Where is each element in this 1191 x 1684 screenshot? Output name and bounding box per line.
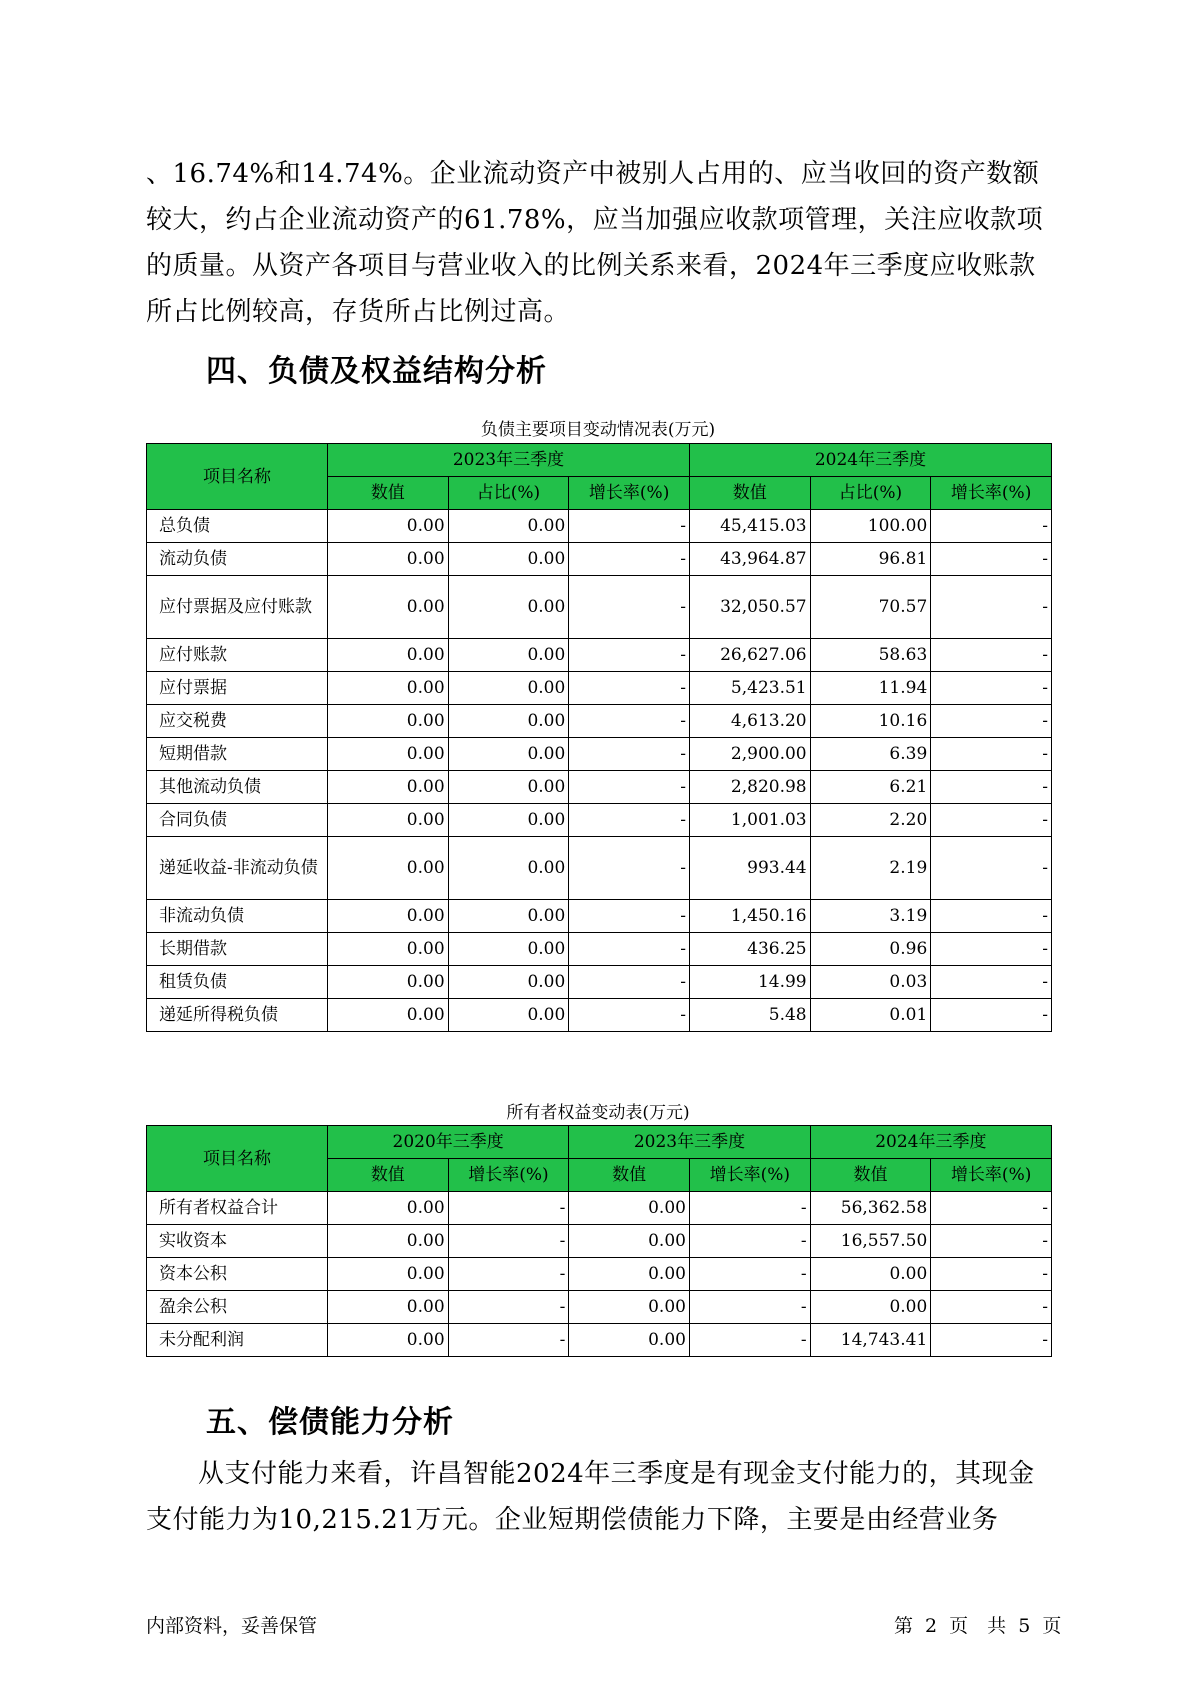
- table-row: [147, 900, 1052, 933]
- period-header: 2023年三季度: [327, 444, 689, 477]
- value-cell: -: [931, 1225, 1052, 1258]
- period-header: 2024年三季度: [689, 444, 1051, 477]
- value-cell: 0.00: [448, 999, 569, 1032]
- value-column-header: 数值: [569, 1159, 690, 1192]
- value-cell: -: [689, 1225, 810, 1258]
- value-cell: -: [569, 966, 690, 999]
- share-column-header: 占比(%): [448, 477, 569, 510]
- value-cell: 0.00: [327, 1324, 448, 1357]
- value-cell: -: [931, 900, 1052, 933]
- value-cell: 6.21: [810, 771, 931, 804]
- value-cell: 45,415.03: [689, 510, 810, 543]
- solvency-paragraph: 从支付能力来看，许昌智能2024年三季度是有现金支付能力的，其现金支付能力为10,215.21万元。企业短期偿债能力下降，主要是由经营业务: [146, 1459, 1035, 1535]
- value-cell: 0.00: [569, 1192, 690, 1225]
- period-header: 2020年三季度: [327, 1126, 568, 1159]
- liabilities-table: [146, 443, 1052, 1032]
- value-cell: 0.00: [327, 837, 448, 900]
- growth-column-header: 增长率(%): [931, 477, 1052, 510]
- value-cell: 0.00: [327, 510, 448, 543]
- value-cell: -: [931, 576, 1052, 639]
- item-name-header: 项目名称: [147, 444, 328, 510]
- value-cell: -: [931, 966, 1052, 999]
- item-name-cell: 短期借款: [147, 738, 328, 771]
- value-cell: -: [448, 1258, 569, 1291]
- value-cell: 58.63: [810, 639, 931, 672]
- value-cell: -: [448, 1192, 569, 1225]
- value-cell: 96.81: [810, 543, 931, 576]
- value-cell: -: [448, 1225, 569, 1258]
- value-cell: -: [569, 639, 690, 672]
- item-name-cell: 实收资本: [147, 1225, 328, 1258]
- value-cell: 1,450.16: [689, 900, 810, 933]
- table-row: [147, 837, 1052, 900]
- period-header: 2024年三季度: [810, 1126, 1051, 1159]
- value-cell: -: [569, 837, 690, 900]
- value-cell: -: [931, 804, 1052, 837]
- item-name-cell: 长期借款: [147, 933, 328, 966]
- table-row: [147, 672, 1052, 705]
- value-cell: 0.01: [810, 999, 931, 1032]
- item-name-cell: 应付票据及应付账款: [147, 576, 328, 639]
- value-cell: 0.00: [448, 639, 569, 672]
- value-cell: 0.00: [327, 543, 448, 576]
- value-cell: 0.00: [327, 900, 448, 933]
- value-cell: 70.57: [810, 576, 931, 639]
- value-cell: -: [931, 543, 1052, 576]
- growth-column-header: 增长率(%): [448, 1159, 569, 1192]
- value-cell: 0.00: [327, 771, 448, 804]
- value-cell: 0.00: [327, 705, 448, 738]
- value-cell: -: [931, 1258, 1052, 1291]
- table-row: [147, 771, 1052, 804]
- value-cell: -: [689, 1258, 810, 1291]
- value-cell: 0.00: [327, 804, 448, 837]
- share-column-header: 占比(%): [810, 477, 931, 510]
- value-cell: -: [931, 738, 1052, 771]
- table-row: [147, 1258, 1052, 1291]
- value-cell: -: [448, 1324, 569, 1357]
- value-column-header: 数值: [327, 477, 448, 510]
- value-cell: 0.00: [448, 543, 569, 576]
- growth-column-header: 增长率(%): [689, 1159, 810, 1192]
- value-cell: 14,743.41: [810, 1324, 931, 1357]
- value-cell: -: [569, 705, 690, 738]
- item-name-cell: 其他流动负债: [147, 771, 328, 804]
- value-cell: 0.00: [327, 738, 448, 771]
- value-cell: 14.99: [689, 966, 810, 999]
- value-cell: -: [569, 933, 690, 966]
- item-name-cell: 流动负债: [147, 543, 328, 576]
- equity-table: [146, 1125, 1052, 1357]
- value-cell: 436.25: [689, 933, 810, 966]
- value-cell: 0.00: [327, 639, 448, 672]
- value-cell: 32,050.57: [689, 576, 810, 639]
- item-name-cell: 应交税费: [147, 705, 328, 738]
- value-cell: -: [931, 705, 1052, 738]
- value-cell: 0.00: [448, 933, 569, 966]
- item-name-cell: 递延收益-非流动负债: [147, 837, 328, 900]
- intro-paragraph: 、16.74%和14.74%。企业流动资产中被别人占用的、应当收回的资产数额较大，约占企业流动资产的61.78%，应当加强应收款项管理，关注应收款项的质量。从资产各项目与营业收入的比例关系来看，2024年三季度应收账款所占比例较高，存货所占比例过高。: [146, 159, 1044, 327]
- value-cell: 0.00: [448, 576, 569, 639]
- value-cell: -: [569, 543, 690, 576]
- table-row: [147, 705, 1052, 738]
- table-row: [147, 543, 1052, 576]
- item-name-cell: 应付账款: [147, 639, 328, 672]
- value-cell: 2,900.00: [689, 738, 810, 771]
- growth-column-header: 增长率(%): [931, 1159, 1052, 1192]
- value-cell: 3.19: [810, 900, 931, 933]
- value-cell: -: [689, 1192, 810, 1225]
- value-cell: 0.00: [448, 672, 569, 705]
- value-cell: 4,613.20: [689, 705, 810, 738]
- item-name-cell: 递延所得税负债: [147, 999, 328, 1032]
- value-cell: 56,362.58: [810, 1192, 931, 1225]
- value-cell: 5,423.51: [689, 672, 810, 705]
- value-cell: -: [931, 999, 1052, 1032]
- value-cell: 0.00: [448, 510, 569, 543]
- table-row: [147, 933, 1052, 966]
- value-cell: -: [569, 738, 690, 771]
- item-name-cell: 非流动负债: [147, 900, 328, 933]
- value-cell: 0.00: [810, 1258, 931, 1291]
- value-cell: -: [569, 771, 690, 804]
- table-row: [147, 1324, 1052, 1357]
- value-cell: -: [931, 933, 1052, 966]
- value-cell: 2.19: [810, 837, 931, 900]
- value-cell: 0.00: [569, 1258, 690, 1291]
- item-name-cell: 合同负债: [147, 804, 328, 837]
- item-name-cell: 所有者权益合计: [147, 1192, 328, 1225]
- footer-confidential-note: 内部资料，妥善保管: [146, 1615, 318, 1637]
- value-cell: 43,964.87: [689, 543, 810, 576]
- section-heading-solvency: 五、偿债能力分析: [206, 1405, 454, 1440]
- value-cell: -: [448, 1291, 569, 1324]
- value-cell: 0.03: [810, 966, 931, 999]
- period-header: 2023年三季度: [569, 1126, 810, 1159]
- value-cell: -: [569, 900, 690, 933]
- value-cell: -: [931, 1291, 1052, 1324]
- value-cell: -: [931, 639, 1052, 672]
- value-cell: -: [689, 1324, 810, 1357]
- value-cell: 0.00: [327, 672, 448, 705]
- value-cell: 1,001.03: [689, 804, 810, 837]
- value-column-header: 数值: [689, 477, 810, 510]
- table-row: [147, 1225, 1052, 1258]
- table-row: [147, 576, 1052, 639]
- value-cell: 2,820.98: [689, 771, 810, 804]
- table-row: [147, 999, 1052, 1032]
- value-cell: 0.00: [327, 1258, 448, 1291]
- value-cell: 0.00: [327, 1192, 448, 1225]
- value-cell: -: [931, 510, 1052, 543]
- table-row: [147, 1192, 1052, 1225]
- value-column-header: 数值: [327, 1159, 448, 1192]
- item-name-cell: 未分配利润: [147, 1324, 328, 1357]
- value-cell: -: [569, 576, 690, 639]
- page-number: 第 2 页 共 5 页: [894, 1615, 1062, 1637]
- value-cell: 0.00: [448, 771, 569, 804]
- value-cell: -: [931, 1324, 1052, 1357]
- value-cell: -: [931, 837, 1052, 900]
- value-cell: -: [569, 672, 690, 705]
- equity-table-caption: 所有者权益变动表(万元): [506, 1103, 690, 1123]
- value-cell: 0.00: [569, 1291, 690, 1324]
- value-cell: 0.00: [569, 1225, 690, 1258]
- table-row: [147, 510, 1052, 543]
- value-cell: 0.00: [810, 1291, 931, 1324]
- value-cell: 5.48: [689, 999, 810, 1032]
- value-cell: 0.00: [327, 999, 448, 1032]
- value-cell: 10.16: [810, 705, 931, 738]
- value-cell: -: [569, 510, 690, 543]
- value-cell: 0.00: [448, 738, 569, 771]
- value-cell: -: [931, 771, 1052, 804]
- value-cell: -: [931, 1192, 1052, 1225]
- value-cell: 0.00: [448, 900, 569, 933]
- value-cell: 0.00: [448, 804, 569, 837]
- value-cell: 0.00: [448, 705, 569, 738]
- table-row: [147, 1291, 1052, 1324]
- value-cell: 0.00: [327, 1291, 448, 1324]
- value-cell: 16,557.50: [810, 1225, 931, 1258]
- item-name-cell: 应付票据: [147, 672, 328, 705]
- liabilities-table-caption: 负债主要项目变动情况表(万元): [480, 420, 716, 440]
- value-cell: 993.44: [689, 837, 810, 900]
- table-row: [147, 639, 1052, 672]
- growth-column-header: 增长率(%): [569, 477, 690, 510]
- value-cell: -: [569, 804, 690, 837]
- value-cell: -: [569, 999, 690, 1032]
- value-cell: 0.00: [327, 576, 448, 639]
- value-cell: -: [931, 672, 1052, 705]
- table-row: [147, 738, 1052, 771]
- item-name-header: 项目名称: [147, 1126, 328, 1192]
- value-cell: 0.00: [327, 933, 448, 966]
- value-cell: 0.00: [448, 966, 569, 999]
- table-row: [147, 966, 1052, 999]
- value-cell: 0.00: [327, 966, 448, 999]
- value-cell: -: [689, 1291, 810, 1324]
- item-name-cell: 盈余公积: [147, 1291, 328, 1324]
- value-cell: 0.00: [327, 1225, 448, 1258]
- value-cell: 0.96: [810, 933, 931, 966]
- table-row: [147, 804, 1052, 837]
- value-cell: 6.39: [810, 738, 931, 771]
- value-cell: 0.00: [569, 1324, 690, 1357]
- value-cell: 11.94: [810, 672, 931, 705]
- value-cell: 2.20: [810, 804, 931, 837]
- value-cell: 26,627.06: [689, 639, 810, 672]
- item-name-cell: 资本公积: [147, 1258, 328, 1291]
- section-heading-liabilities-equity: 四、负债及权益结构分析: [206, 354, 547, 389]
- item-name-cell: 总负债: [147, 510, 328, 543]
- value-cell: 100.00: [810, 510, 931, 543]
- value-column-header: 数值: [810, 1159, 931, 1192]
- value-cell: 0.00: [448, 837, 569, 900]
- item-name-cell: 租赁负债: [147, 966, 328, 999]
